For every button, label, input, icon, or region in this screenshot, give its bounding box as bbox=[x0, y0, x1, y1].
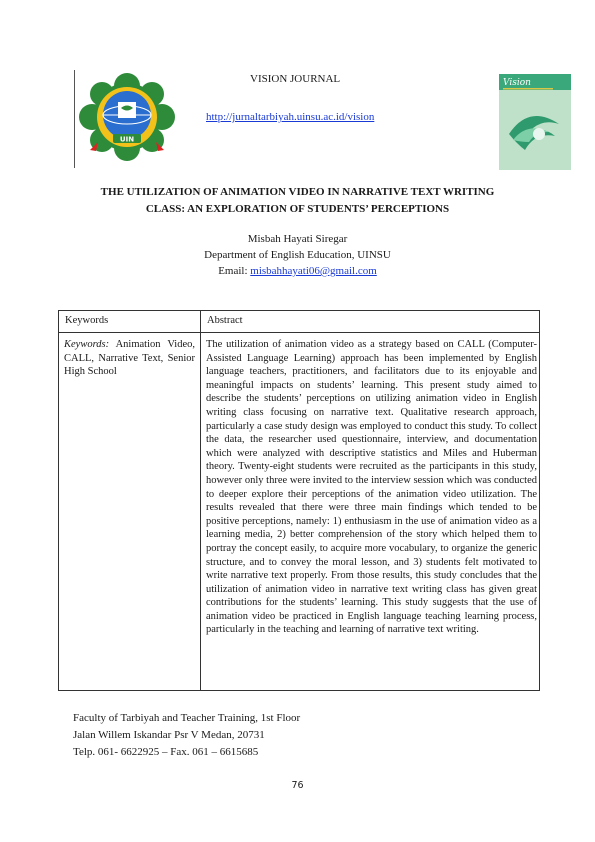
footer-address-line2: Jalan Willem Iskandar Psr V Medan, 20731 bbox=[73, 729, 265, 741]
footer-phone-fax: Telp. 061- 6622925 – Fax. 061 – 6615685 bbox=[73, 746, 259, 758]
author-email-link[interactable]: misbahhayati06@gmail.com bbox=[250, 265, 377, 277]
email-label: Email: bbox=[218, 265, 251, 277]
article-title-line2: CLASS: AN EXPLORATION OF STUDENTS’ PERCEPTIONS bbox=[145, 203, 450, 215]
cover-text: Vision bbox=[503, 78, 531, 88]
abstract-text: The utilization of animation video as a strategy based on CALL (Computer-Assisted Language Learning) approach has been implemented by English language teachers, practitioners, and facilitators due to its enjoyable and meaningful impacts on students’ learning. This present study aimed to describe the students’ perceptions on utilizing animation video in English writing class focusing on narrative text. Qualitative research approach, particularly a case study design was employed to conduct this study. To collect the data, the researcher used questionnaire, interview, and documentation which were analyzed with descriptive statistics and Miles and Huberman theory. Twenty-eight students were recruited as the participants in this study, however only three were invited to the interview session which was conducted to deeper explore their perceptions of the animation video utilization. The results revealed that there were three main findings which tended to be positive perceptions, namely: 1) enthusiasm in the use of animation video as a learning media, 2) better comprehension of the story which helped them to portray the concept easily, to acquire more vocabulary, to organize the generic structure, and to convey the moral lesson, and 3) students felt motivated to write narrative text properly. From those results, this study concludes that the utilization of animation video in narrative text writing class has given great contributions for the students’ learning. This study suggests that the use of animation video be practiced in English language teaching learning process, particularly in the teaching and learning of narrative text writing. bbox=[206, 339, 537, 636]
journal-title: VISION JOURNAL bbox=[250, 73, 341, 85]
journal-cover-image bbox=[499, 74, 571, 170]
journal-url-link[interactable]: http://jurnaltarbiyah.uinsu.ac.id/vision bbox=[206, 111, 375, 123]
keywords-text: Animation Video, CALL, Narrative Text, Senior High School bbox=[64, 339, 195, 378]
abstract-header: Abstract bbox=[207, 315, 243, 326]
author-name: Misbah Hayati Siregar bbox=[247, 233, 348, 245]
university-logo bbox=[78, 72, 176, 162]
article-title-line1: THE UTILIZATION OF ANIMATION VIDEO IN NARRATIVE TEXT WRITING bbox=[100, 186, 495, 198]
page-number: 76 bbox=[291, 780, 304, 791]
header-divider bbox=[74, 70, 75, 168]
keywords-label: Keywords: bbox=[64, 339, 110, 350]
table-header-row bbox=[59, 311, 539, 333]
keywords-header: Keywords bbox=[65, 315, 109, 326]
logo-text: UIN bbox=[119, 135, 135, 144]
keywords-abstract-table bbox=[58, 310, 540, 691]
article-title bbox=[60, 184, 535, 218]
author-department: Department of English Education, UINSU bbox=[204, 249, 391, 261]
author-email-line bbox=[60, 265, 535, 277]
table-column-divider bbox=[200, 311, 201, 690]
footer-address-line1: Faculty of Tarbiyah and Teacher Training, 1st Floor bbox=[73, 712, 301, 724]
keywords-cell bbox=[64, 338, 195, 379]
